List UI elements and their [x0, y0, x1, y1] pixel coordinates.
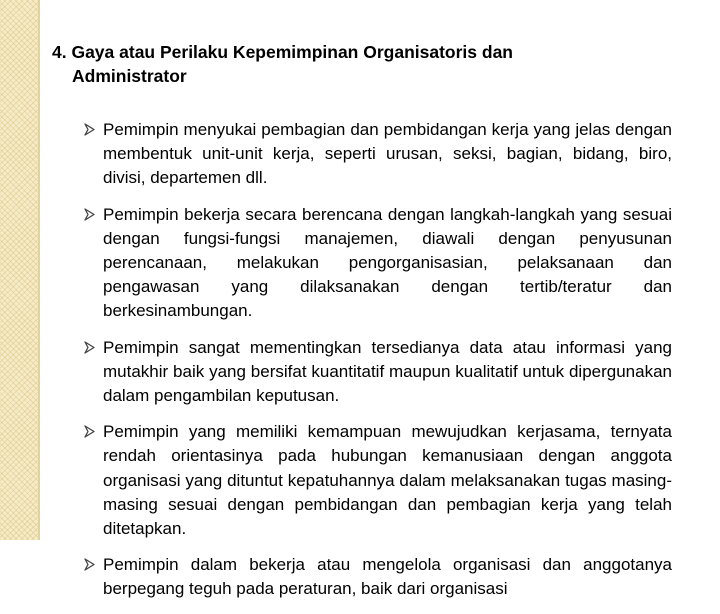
list-item: [84, 118, 672, 191]
list-item-text: Pemimpin sangat mementingkan tersedianya data atau informasi yang mutakhir baik yang bersifat kuantitatif maupun kualitatif untuk dipergunakan dalam pengambilan keputusan.: [103, 337, 672, 406]
list-item-text: Pemimpin bekerja secara berencana dengan langkah-langkah yang sesuai dengan fungsi-fungsi manajemen, diawali dengan penyusunan perencanaan, melakukan pengorganisasian, pelaksanaan dan pengawasan yang dilaksanakan dengan tertib/teratur dan berkesinambungan.: [103, 204, 672, 321]
side-band-divider: [38, 0, 40, 540]
list-item-text: Pemimpin yang memiliki kemampuan mewujudkan kerjasama, ternyata rendah orientasinya pada hubungan kemanusiaan dengan anggota organisasi yang dituntut kepatuhannya dalam melaksanakan tugas masing-masing sesuai dengan pembidangan dan pembagian kerja yang telah ditetapkan.: [103, 422, 672, 539]
heading-line-1: 4. Gaya atau Perilaku Kepemimpinan Organisatoris dan: [52, 42, 513, 62]
arrow-bullet-icon: [84, 558, 96, 571]
list-item: [84, 420, 672, 541]
arrow-bullet-icon: [84, 123, 96, 136]
decorative-side-band: [0, 0, 38, 540]
section-heading: [52, 40, 672, 88]
list-item: [84, 203, 672, 324]
list-item: [84, 336, 672, 409]
arrow-bullet-icon: [84, 341, 96, 354]
arrow-bullet-icon: [84, 425, 96, 438]
heading-line-2: Administrator: [72, 66, 187, 86]
list-item: [84, 553, 672, 601]
bullet-list: [84, 118, 672, 614]
arrow-bullet-icon: [84, 208, 96, 221]
list-item-text: Pemimpin menyukai pembagian dan pembidangan kerja yang jelas dengan membentuk unit-unit kerja, seperti urusan, seksi, bagian, bidang, biro, divisi, departemen dll.: [103, 120, 672, 188]
list-item-text: Pemimpin dalam bekerja atau mengelola organisasi dan anggotanya berpegang teguh pada peraturan, baik dari organisasi: [103, 555, 672, 599]
